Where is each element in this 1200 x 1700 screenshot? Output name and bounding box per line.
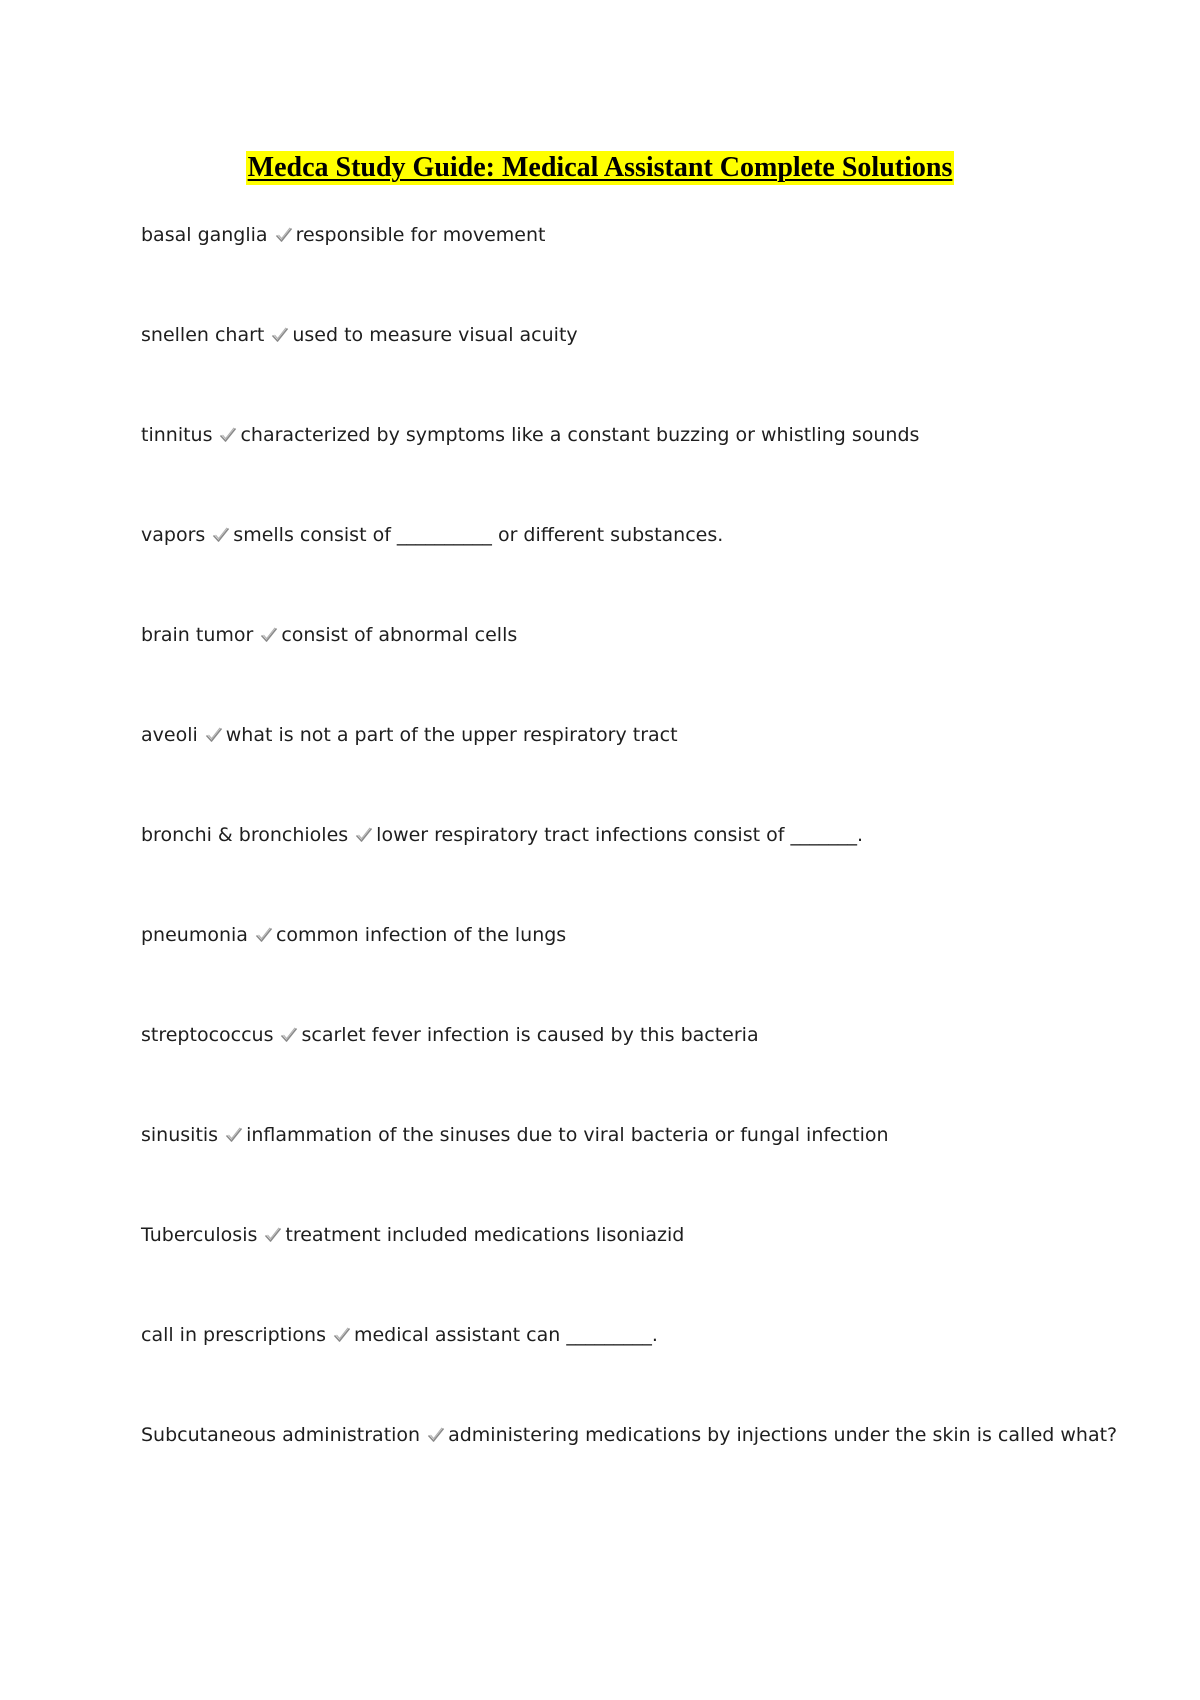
entry-answer: medical assistant can _________. [353, 1324, 658, 1346]
check-mark-icon [279, 1025, 299, 1045]
entry-answer: common infection of the lungs [275, 924, 567, 946]
entry-term: brain tumor [141, 624, 254, 646]
check-mark-icon [426, 1425, 446, 1445]
flashcard-entry [141, 722, 1141, 822]
flashcard-entry [141, 422, 1141, 522]
entry-answer: scarlet fever infection is caused by this bacteria [301, 1024, 759, 1046]
entry-answer: treatment included medications Iisoniazid [285, 1224, 685, 1246]
flashcard-list [141, 222, 1141, 1522]
flashcard-entry [141, 1422, 1141, 1522]
flashcard-entry [141, 622, 1141, 722]
check-mark-icon [332, 1325, 352, 1345]
entry-answer: inflammation of the sinuses due to viral bacteria or fungal infection [246, 1124, 889, 1146]
flashcard-entry [141, 1222, 1141, 1322]
entry-answer: smells consist of __________ or different substances. [233, 524, 724, 546]
flashcard-entry [141, 222, 1141, 322]
entry-term: vapors [141, 524, 206, 546]
flashcard-entry [141, 1122, 1141, 1222]
check-mark-icon [204, 725, 224, 745]
flashcard-entry [141, 822, 1141, 922]
entry-answer: administering medications by injections under the skin is called what? [448, 1424, 1118, 1446]
entry-answer: lower respiratory tract infections consist of _______. [376, 824, 863, 846]
check-mark-icon [259, 625, 279, 645]
check-mark-icon [218, 425, 238, 445]
check-mark-icon [354, 825, 374, 845]
entry-term: call in prescriptions [141, 1324, 326, 1346]
entry-term: basal ganglia [141, 224, 268, 246]
entry-term: sinusitis [141, 1124, 219, 1146]
check-mark-icon [224, 1125, 244, 1145]
entry-term: Subcutaneous administration [141, 1424, 421, 1446]
check-mark-icon [270, 325, 290, 345]
check-mark-icon [254, 925, 274, 945]
document-title: Medca Study Guide: Medical Assistant Complete Solutions [247, 152, 953, 183]
check-mark-icon [274, 225, 294, 245]
flashcard-entry [141, 922, 1141, 1022]
entry-term: aveoli [141, 724, 198, 746]
entry-term: bronchi & bronchioles [141, 824, 349, 846]
flashcard-entry [141, 1022, 1141, 1122]
entry-term: snellen chart [141, 324, 265, 346]
entry-term: Tuberculosis [141, 1224, 258, 1246]
entry-term: streptococcus [141, 1024, 274, 1046]
flashcard-entry [141, 322, 1141, 422]
entry-term: pneumonia [141, 924, 248, 946]
flashcard-entry [141, 1322, 1141, 1422]
flashcard-entry [141, 522, 1141, 622]
entry-answer: characterized by symptoms like a constant buzzing or whistling sounds [240, 424, 920, 446]
title-container [0, 151, 1200, 185]
entry-term: tinnitus [141, 424, 213, 446]
entry-answer: consist of abnormal cells [281, 624, 518, 646]
check-mark-icon [263, 1225, 283, 1245]
check-mark-icon [211, 525, 231, 545]
entry-answer: used to measure visual acuity [292, 324, 578, 346]
entry-answer: what is not a part of the upper respiratory tract [225, 724, 678, 746]
entry-answer: responsible for movement [295, 224, 546, 246]
